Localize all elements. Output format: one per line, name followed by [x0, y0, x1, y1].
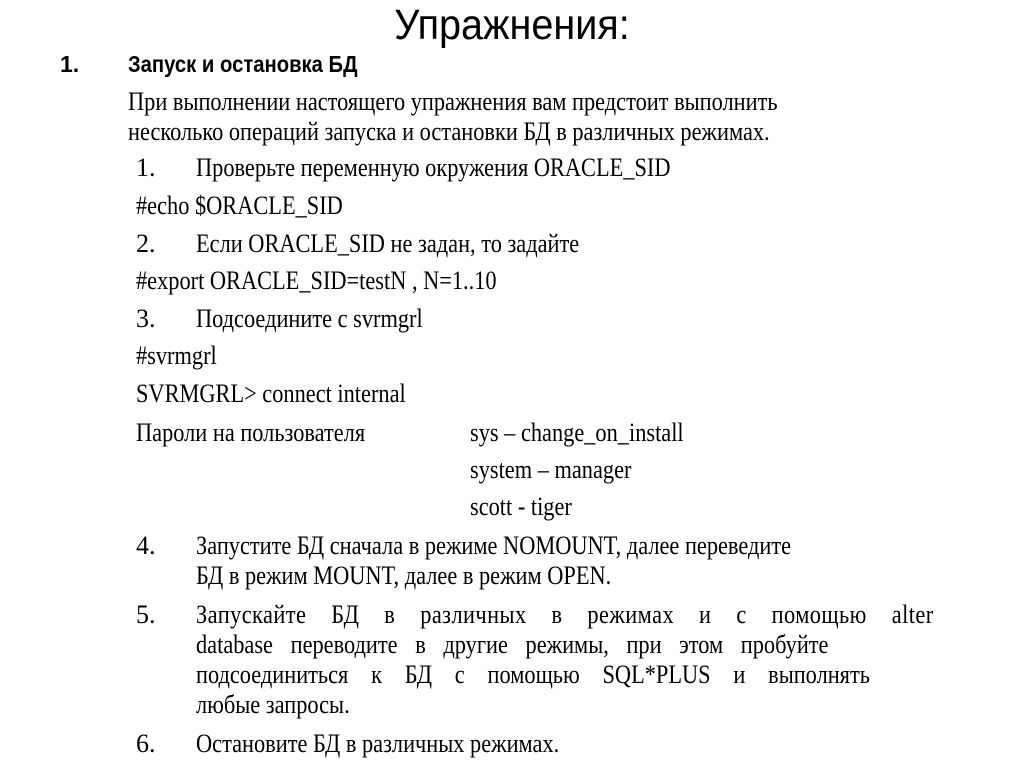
section-number: 1. — [60, 51, 80, 77]
intro-line-1: При выполнении настоящего упражнения вам предстоит выполнить — [128, 87, 778, 116]
step-5-number: 5. — [136, 600, 156, 629]
step-5-line-1-text: Запускайте БД в различных в режимах и с помощью alter — [196, 600, 934, 629]
step-4-line-1: Запустите БД сначала в режиме NOMOUNT, далее переведите — [196, 531, 792, 560]
step-1-number: 1. — [136, 153, 156, 182]
intro-line-2: несколько операций запуска и остановки БД в различных режимах. — [128, 117, 770, 146]
step-5-line-2-text: database переводите в другие режимы, при этом пробуйте — [196, 630, 829, 659]
step-4-number: 4. — [136, 531, 156, 560]
step-5-line-2 — [196, 630, 828, 660]
command-export: #export ORACLE_SID=testN , N=1..10 — [136, 266, 497, 295]
password-sys: sys – change_on_install — [470, 418, 684, 447]
step-2-text: Если ORACLE_SID не задан, то задайте — [196, 229, 580, 258]
step-6-text: Остановите БД в различных режимах. — [196, 729, 560, 758]
step-5-line-3 — [196, 660, 870, 690]
command-svrmgrl: #svrmgrl — [136, 341, 217, 370]
section-title: Запуск и остановка БД — [128, 51, 358, 77]
command-connect: SVRMGRL> connect internal — [136, 379, 406, 408]
step-5-line-1 — [196, 600, 934, 630]
passwords-label: Пароли на пользователя — [136, 418, 366, 447]
step-6-number: 6. — [136, 729, 156, 758]
password-scott: scott - tiger — [470, 492, 572, 521]
step-5-line-3-text: подсоединиться к БД с помощью SQL*PLUS и выполнять — [196, 660, 870, 689]
step-3-text: Подсоедините с svrmgrl — [196, 304, 423, 333]
step-5-line-4: любые запросы. — [196, 690, 350, 719]
command-echo: #echo $ORACLE_SID — [136, 191, 343, 220]
step-4-line-2: БД в режим MOUNT, далее в режим OPEN. — [196, 561, 612, 590]
page-title: Упражнения: — [394, 1, 630, 49]
step-3-number: 3. — [136, 304, 156, 333]
step-2-number: 2. — [136, 229, 156, 258]
step-1-text: Проверьте переменную окружения ORACLE_SID — [196, 153, 671, 182]
password-system: system – manager — [470, 455, 632, 484]
